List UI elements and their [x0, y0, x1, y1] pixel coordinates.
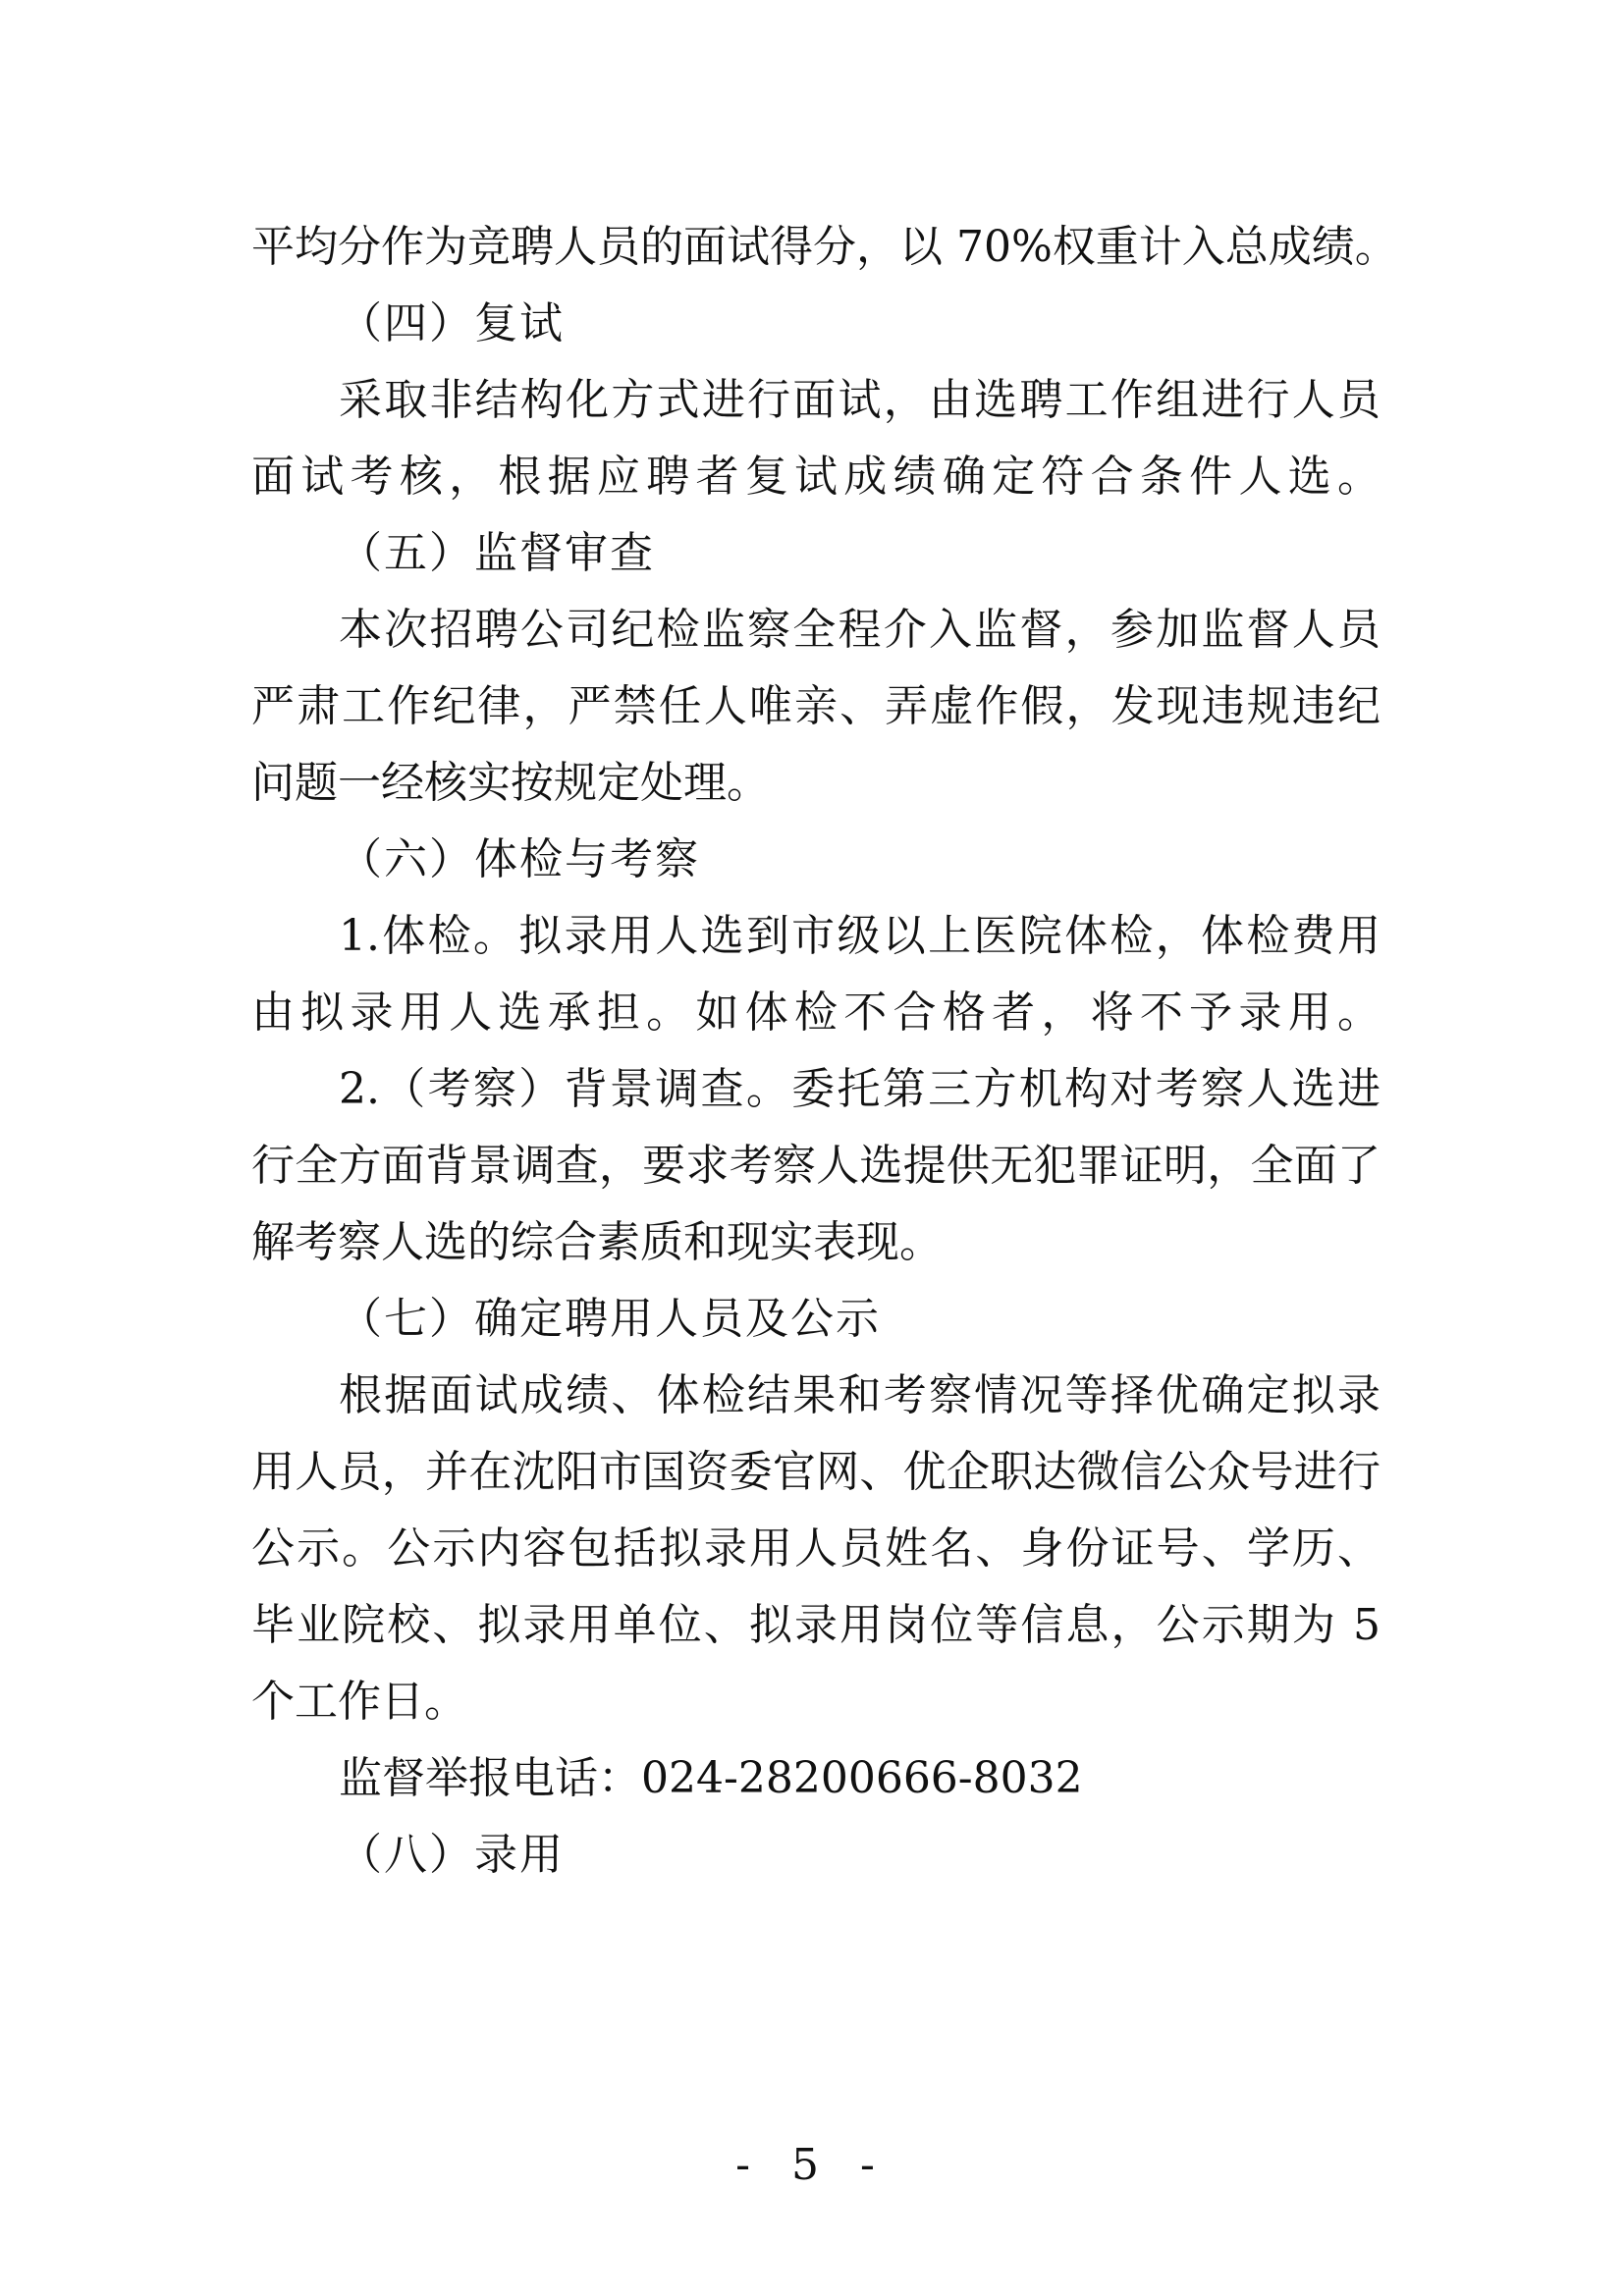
paragraph-line: 公示。公示内容包括拟录用人员姓名、身份证号、学历、 [251, 1523, 1380, 1574]
paragraph-line: 平均分作为竞聘人员的面试得分，以 70%权重计入总成绩。 [251, 222, 1398, 272]
paragraph-line: 根据面试成绩、体检结果和考察情况等择优确定拟录 [339, 1370, 1380, 1420]
report-phone-line: 监督举报电话：024-28200666-8032 [339, 1753, 1083, 1803]
section-heading-4: （四）复试 [339, 298, 565, 348]
paragraph-line: 毕业院校、拟录用单位、拟录用岗位等信息，公示期为 5 [251, 1600, 1380, 1650]
paragraph-line: 本次招聘公司纪检监察全程介入监督，参加监督人员 [339, 605, 1380, 655]
paragraph-line: 由拟录用人选承担。如体检不合格者，将不予录用。 [251, 988, 1380, 1038]
paragraph-line: 采取非结构化方式进行面试，由选聘工作组进行人员 [339, 375, 1380, 425]
paragraph-line: 问题一经核实按规定处理。 [251, 758, 770, 808]
section-heading-6: （六）体检与考察 [339, 834, 700, 884]
paragraph-line: 行全方面背景调查，要求考察人选提供无犯罪证明，全面了 [251, 1141, 1380, 1191]
paragraph-line: 严肃工作纪律，严禁任人唯亲、弄虚作假，发现违规违纪 [251, 681, 1380, 731]
paragraph-line: 面试考核，根据应聘者复试成绩确定符合条件人选。 [251, 452, 1380, 502]
paragraph-line: 解考察人选的综合素质和现实表现。 [251, 1217, 943, 1267]
section-heading-5: （五）监督审查 [339, 528, 655, 578]
paragraph-line: 个工作日。 [251, 1677, 467, 1727]
paragraph-line: 用人员，并在沈阳市国资委官网、优企职达微信公众号进行 [251, 1447, 1380, 1497]
page-number: - 5 - [735, 2140, 889, 2190]
section-heading-7: （七）确定聘用人员及公示 [339, 1294, 881, 1344]
paragraph-line: 1.体检。拟录用人选到市级以上医院体检，体检费用 [339, 911, 1380, 961]
paragraph-line: 2.（考察）背景调查。委托第三方机构对考察人选进 [339, 1064, 1380, 1114]
section-heading-8: （八）录用 [339, 1830, 565, 1880]
